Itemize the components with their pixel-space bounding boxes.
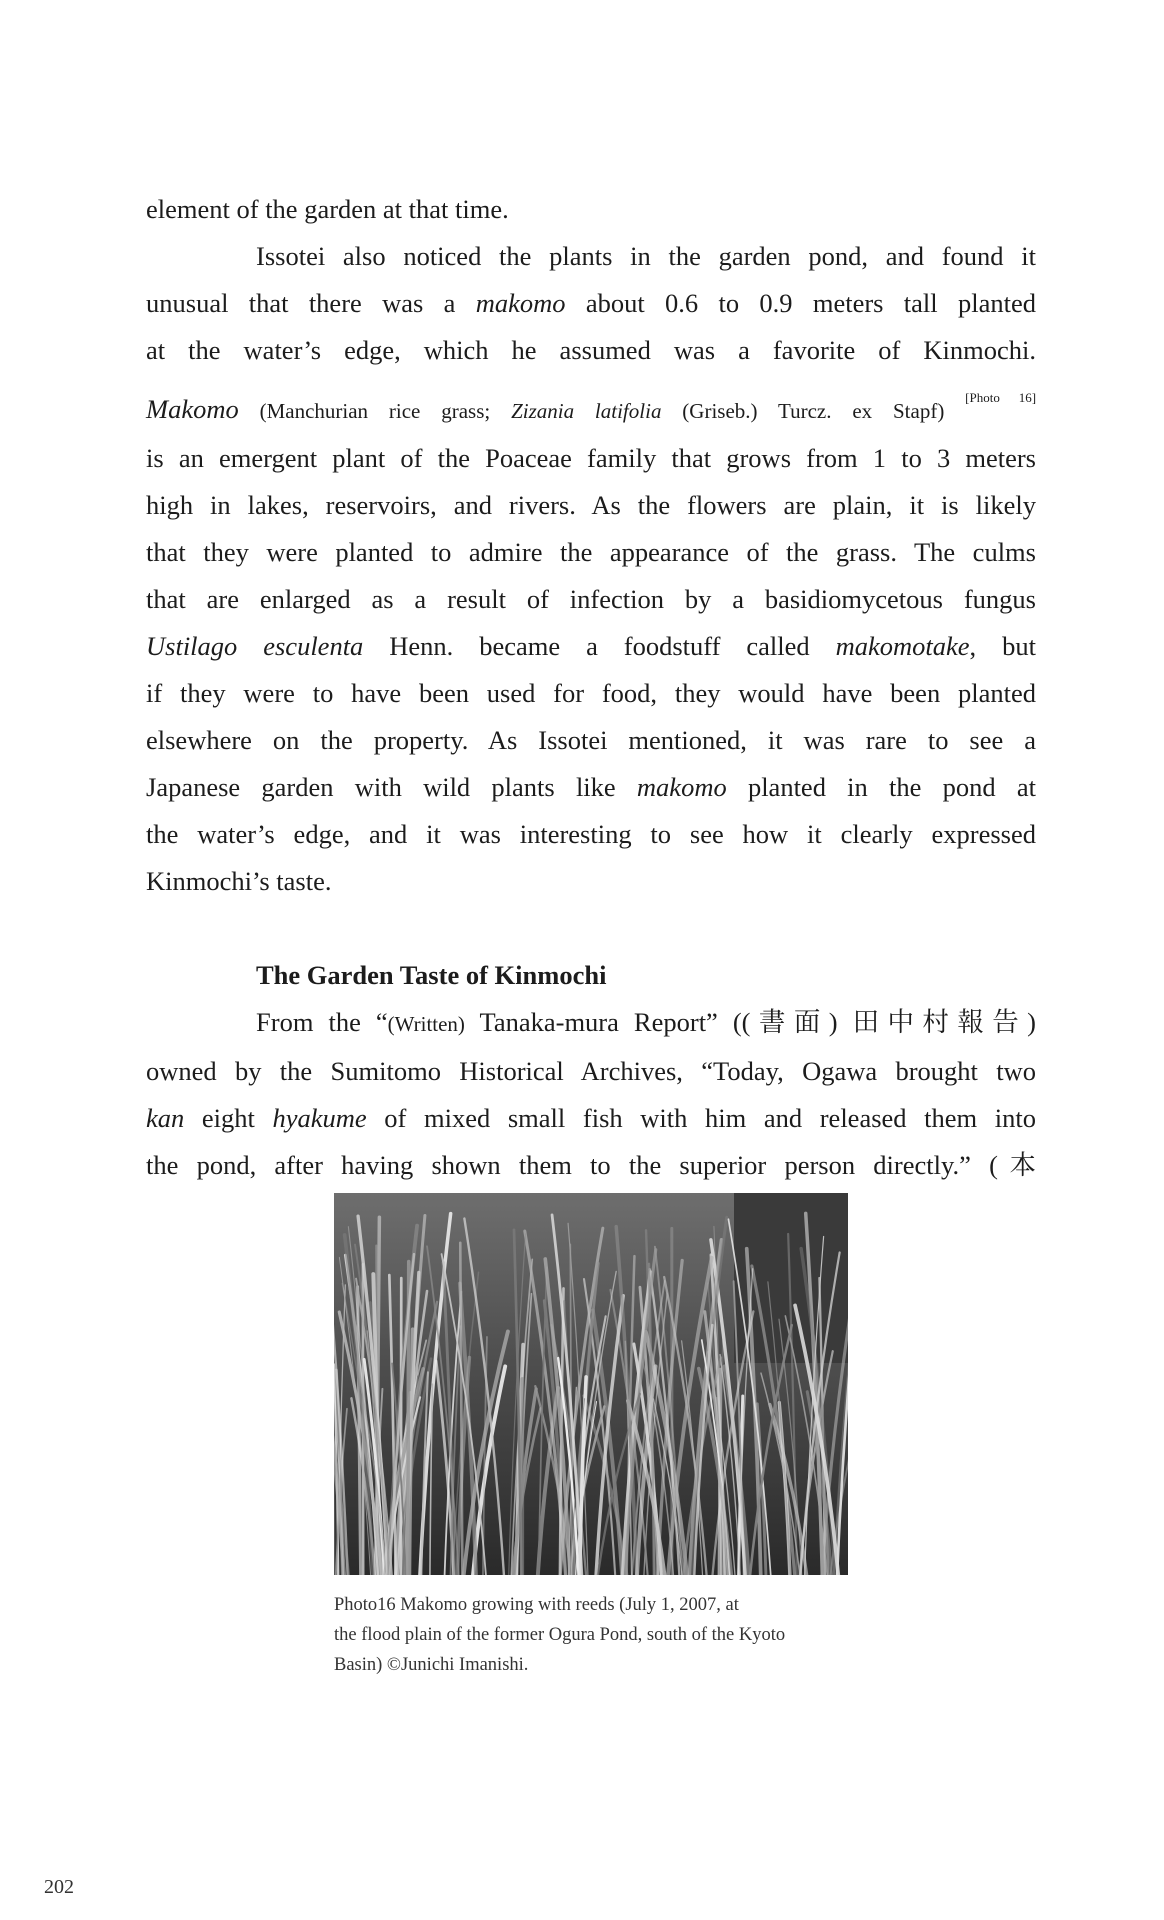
section-heading: The Garden Taste of Kinmochi bbox=[256, 960, 607, 990]
paragraph-line: high in lakes, reservoirs, and rivers. As the flowers are plain, it is likely bbox=[146, 490, 1036, 520]
paragraph-line: is an emergent plant of the Poaceae family that grows from 1 to 3 meters bbox=[146, 443, 1036, 473]
paragraph-line: the pond, after having shown them to the superior person directly.” (本 bbox=[146, 1150, 1036, 1180]
paragraph-line: unusual that there was a makomo about 0.6 to 0.9 meters tall planted bbox=[146, 288, 1036, 318]
paragraph-line: Kinmochi’s taste. bbox=[146, 866, 332, 896]
paragraph-line: element of the garden at that time. bbox=[146, 194, 509, 224]
paragraph-line: From the “(Written) Tanaka-mura Report” ((書面) 田中村報告) bbox=[256, 1007, 1036, 1037]
body-text bbox=[146, 186, 1036, 1189]
page-number: 202 bbox=[44, 1876, 74, 1898]
paragraph-line: that they were planted to admire the appearance of the grass. The culms bbox=[146, 537, 1036, 567]
paragraph-line: elsewhere on the property. As Issotei mentioned, it was rare to see a bbox=[146, 725, 1036, 755]
photo-reference: [Photo 16] bbox=[965, 390, 1037, 405]
paragraph-line: Makomo (Manchurian rice grass; Zizania latifolia (Griseb.) Turcz. ex Stapf) [Photo 16] bbox=[146, 390, 1037, 424]
photo-caption: Photo16 Makomo growing with reeds (July 1, 2007, at the flood plain of the former Ogura Pond, south of the Kyoto Basin) ©Junichi Imanishi. bbox=[334, 1595, 786, 1675]
paragraph-line: that are enlarged as a result of infection by a basidiomycetous fungus bbox=[146, 584, 1036, 614]
grass-photo-illustration bbox=[334, 1193, 848, 1575]
makomo-photo bbox=[334, 1193, 848, 1575]
paragraph-line: the water’s edge, and it was interesting to see how it clearly expressed bbox=[146, 819, 1036, 849]
paragraph-line: kan eight hyakume of mixed small fish with him and released them into bbox=[146, 1103, 1036, 1133]
paragraph-line: Ustilago esculenta Henn. became a foodstuff called makomotake, but bbox=[146, 631, 1036, 661]
paragraph-line: Japanese garden with wild plants like makomo planted in the pond at bbox=[146, 772, 1036, 802]
paragraph-line: owned by the Sumitomo Historical Archives, “Today, Ogawa brought two bbox=[146, 1056, 1036, 1086]
paragraph-line: at the water’s edge, which he assumed was a favorite of Kinmochi. bbox=[146, 335, 1036, 365]
paragraph-line: Issotei also noticed the plants in the garden pond, and found it bbox=[256, 241, 1036, 271]
paragraph-line: if they were to have been used for food, they would have been planted bbox=[146, 678, 1036, 708]
